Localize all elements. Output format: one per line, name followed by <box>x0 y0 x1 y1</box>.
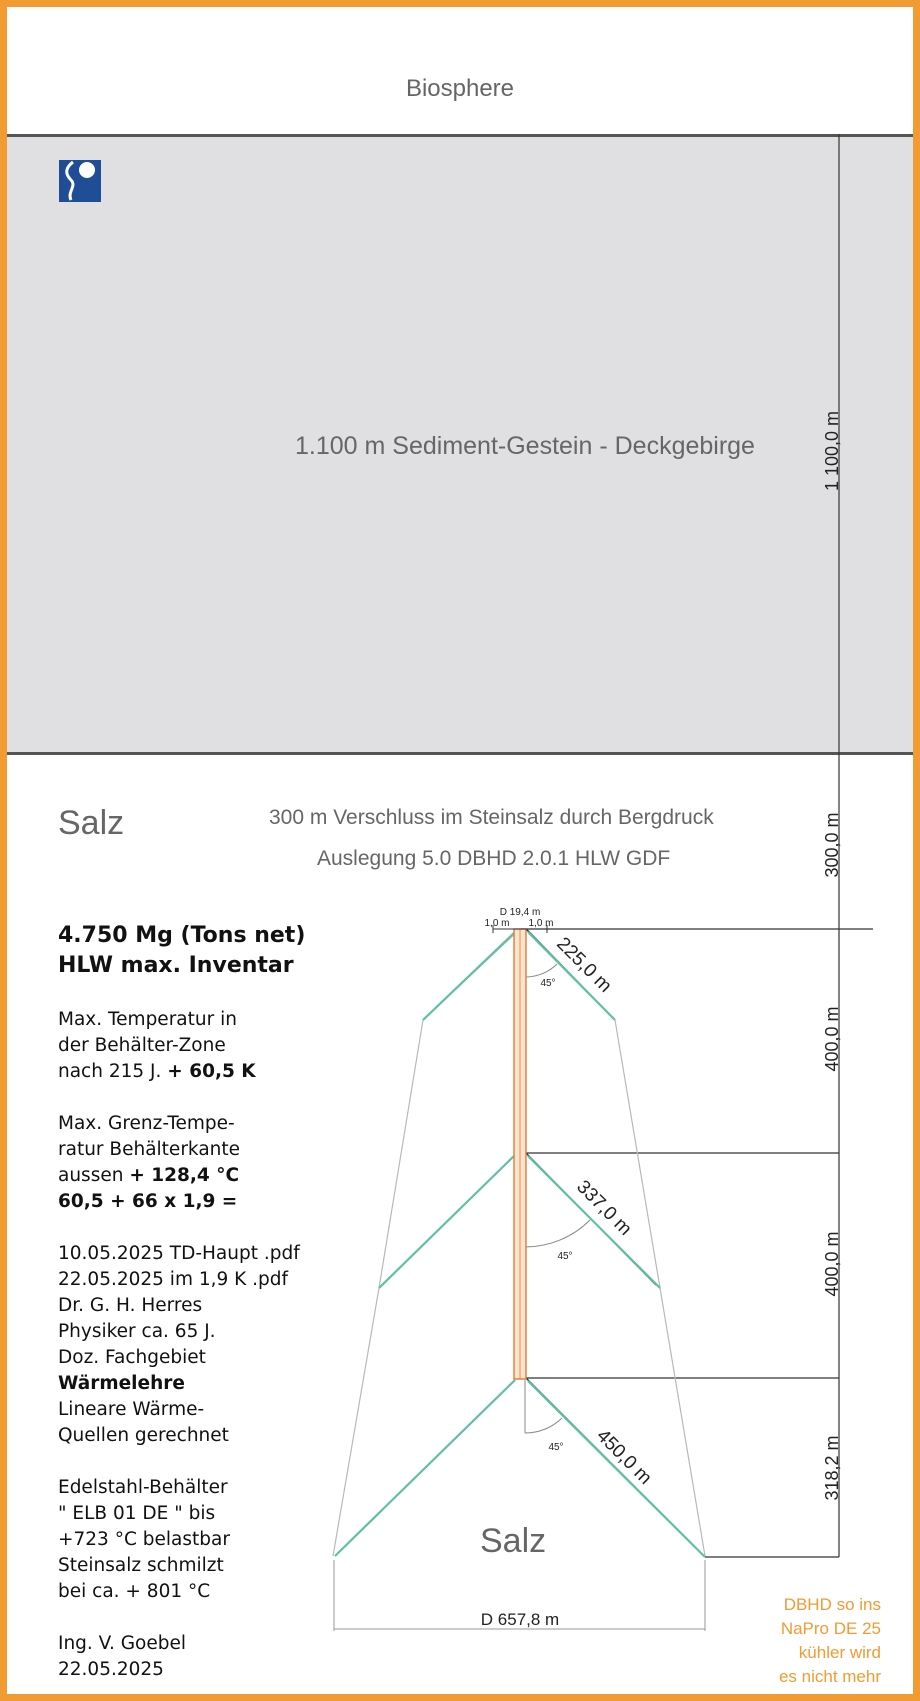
depth-level1-label: 400,0 m <box>822 1006 842 1072</box>
reference-2: 22.05.2025 im 1,9 K .pdf <box>58 1269 289 1290</box>
signature-date: 22.05.2025 <box>58 1659 164 1680</box>
temp1-line1: Max. Temperatur in <box>58 1009 237 1030</box>
design-version: Auslegung 5.0 DBHD 2.0.1 HLW GDF <box>317 847 671 870</box>
angle-1-arc <box>525 964 557 977</box>
footnote <box>779 1593 881 1689</box>
temp2-value: + 128,4 °C <box>129 1165 240 1186</box>
side-notes <box>58 921 378 1683</box>
footnote-line1: DBHD so ins <box>783 1595 881 1614</box>
base-diameter-label: D 657,8 m <box>480 1610 560 1629</box>
branch-left-1 <box>423 932 515 1020</box>
salt-label-top: Salz <box>58 804 125 842</box>
branch-1-length: 225,0 m <box>552 933 616 997</box>
author-specialty: Wärmelehre <box>58 1373 185 1394</box>
author-method-1: Lineare Wärme- <box>58 1399 205 1420</box>
branch-2-length: 337,0 m <box>572 1176 636 1240</box>
angle-2-arc <box>525 1220 590 1247</box>
depth-sediment-label: 1 100,0 m <box>822 410 842 492</box>
depth-seal-label: 300,0 m <box>822 812 842 878</box>
steel-line2: " ELB 01 DE " bis <box>58 1503 216 1524</box>
angle-3-label: 45° <box>548 1442 564 1453</box>
seal-description: 300 m Verschluss im Steinsalz durch Bergdruck <box>269 806 714 829</box>
offset-left-label: 1,0 m <box>484 918 510 929</box>
salt-label-bottom: Salz <box>480 1522 547 1560</box>
temp2-formula: 60,5 + 66 x 1,9 = <box>58 1191 238 1212</box>
depth-level3-label: 318,2 m <box>822 1435 842 1501</box>
temp2-line2: ratur Behälterkante <box>58 1139 241 1160</box>
depth-level2-label: 400,0 m <box>822 1231 842 1297</box>
temp2-line1: Max. Grenz-Tempe- <box>58 1113 235 1134</box>
temp1-line2: der Behälter-Zone <box>58 1035 226 1056</box>
branch-left-2 <box>379 1155 515 1288</box>
footnote-line3: kühler wird <box>798 1643 881 1662</box>
branch-right-3 <box>528 1381 705 1557</box>
offset-right-label: 1,0 m <box>528 918 554 929</box>
author-name: Dr. G. H. Herres <box>58 1295 203 1316</box>
steel-line5: bei ca. + 801 °C <box>58 1581 211 1602</box>
shaft-diameter-label: D 19,4 m <box>499 907 541 918</box>
author-role: Physiker ca. 65 J. <box>58 1321 216 1342</box>
inventory-title: HLW max. Inventar <box>58 953 294 978</box>
branch-right-2 <box>528 1156 660 1288</box>
reference-1: 10.05.2025 TD-Haupt .pdf <box>58 1243 300 1264</box>
author-field: Doz. Fachgebiet <box>58 1347 206 1368</box>
temp2-line3: aussen + 128,4 °C <box>58 1165 240 1186</box>
inventory-mass: 4.750 Mg (Tons net) <box>58 923 306 948</box>
footnote-line4: es nicht mehr <box>778 1667 881 1686</box>
angle-1-label: 45° <box>540 978 556 989</box>
signature-name: Ing. V. Goebel <box>58 1633 187 1654</box>
branch-3-length: 450,0 m <box>592 1425 656 1489</box>
footnote-line2: NaPro DE 25 <box>780 1619 881 1638</box>
angle-3-arc <box>525 1418 562 1433</box>
biosphere-label: Biosphere <box>405 75 515 102</box>
angle-2-label: 45° <box>557 1251 573 1262</box>
temp1-line3: nach 215 J. + 60,5 K <box>58 1061 256 1082</box>
steel-line4: Steinsalz schmilzt <box>58 1555 224 1576</box>
sediment-label: 1.100 m Sediment-Gestein - Deckgebirge <box>295 432 755 460</box>
steel-line1: Edelstahl-Behälter <box>58 1477 228 1498</box>
author-method-2: Quellen gerechnet <box>58 1425 229 1446</box>
temp1-value: + 60,5 K <box>167 1061 256 1082</box>
steel-line3: +723 °C belastbar <box>58 1529 230 1550</box>
